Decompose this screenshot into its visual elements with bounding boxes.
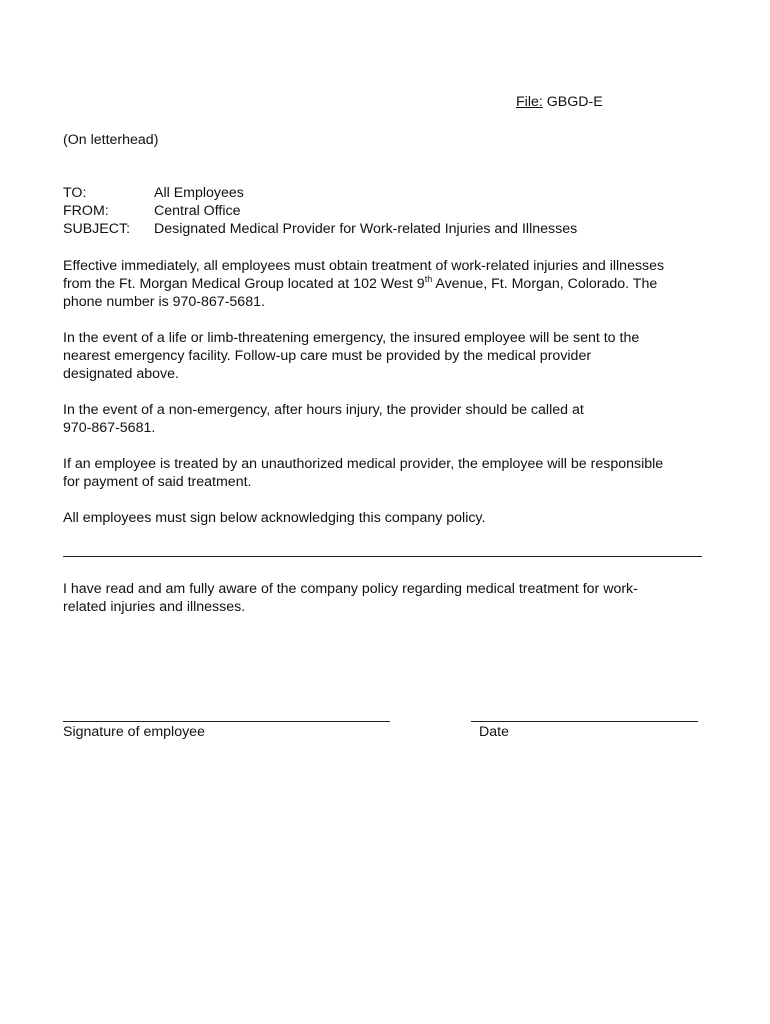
memo-to-value: All Employees xyxy=(154,185,244,201)
text-span: from the Ft. Morgan Medical Group located at 102 West 9 xyxy=(63,276,425,292)
paragraph-line: In the event of a life or limb-threatening emergency, the insured employee will be sent to the xyxy=(63,330,640,346)
paragraph-line: for payment of said treatment. xyxy=(63,474,252,490)
memo-from-value: Central Office xyxy=(154,203,241,219)
file-label: File: xyxy=(516,94,543,110)
paragraph-line: nearest emergency facility. Follow-up care must be provided by the medical provider xyxy=(63,348,592,364)
paragraph-line: All employees must sign below acknowledging this company policy. xyxy=(63,510,486,526)
paragraph-line: 970-867-5681. xyxy=(63,420,156,436)
memo-subject-label: SUBJECT: xyxy=(63,221,131,237)
acknowledgement-text xyxy=(63,580,713,616)
paragraph-line: If an employee is treated by an unauthorized medical provider, the employee will be responsible xyxy=(63,456,664,472)
paragraph-line: In the event of a non-emergency, after hours injury, the provider should be called at xyxy=(63,402,584,418)
paragraph-line: Effective immediately, all employees must obtain treatment of work-related injuries and illnesses xyxy=(63,258,665,274)
date-label: Date xyxy=(479,724,509,740)
memo-from-row xyxy=(63,203,240,219)
paragraph-sign-instruction xyxy=(63,509,713,527)
paragraph-line: designated above. xyxy=(63,366,179,382)
paragraph-line: phone number is 970-867-5681. xyxy=(63,294,265,310)
paragraph-emergency xyxy=(63,329,713,383)
employee-signature-line[interactable] xyxy=(63,721,390,722)
paragraph-provider xyxy=(63,257,713,311)
paragraph-non-emergency xyxy=(63,401,713,437)
paragraph-line xyxy=(63,275,713,293)
paragraph-line: I have read and am fully aware of the company policy regarding medical treatment for work- xyxy=(63,581,638,597)
memo-from-label: FROM: xyxy=(63,203,109,219)
text-span: Avenue, Ft. Morgan, Colorado. The xyxy=(432,276,658,292)
file-reference xyxy=(516,94,603,110)
memo-to-label: TO: xyxy=(63,185,87,201)
date-signature-line[interactable] xyxy=(471,721,698,722)
memo-subject-row xyxy=(63,221,577,237)
employee-signature-label: Signature of employee xyxy=(63,724,205,740)
memo-subject-value: Designated Medical Provider for Work-related Injuries and Illnesses xyxy=(154,221,578,237)
memo-to-row xyxy=(63,185,244,201)
paragraph-unauthorized xyxy=(63,455,713,491)
paragraph-line: related injuries and illnesses. xyxy=(63,599,246,615)
section-divider xyxy=(63,556,702,557)
letterhead-note: (On letterhead) xyxy=(63,132,159,148)
ordinal-suffix: th xyxy=(424,274,433,284)
file-code: GBGD-E xyxy=(546,94,603,110)
